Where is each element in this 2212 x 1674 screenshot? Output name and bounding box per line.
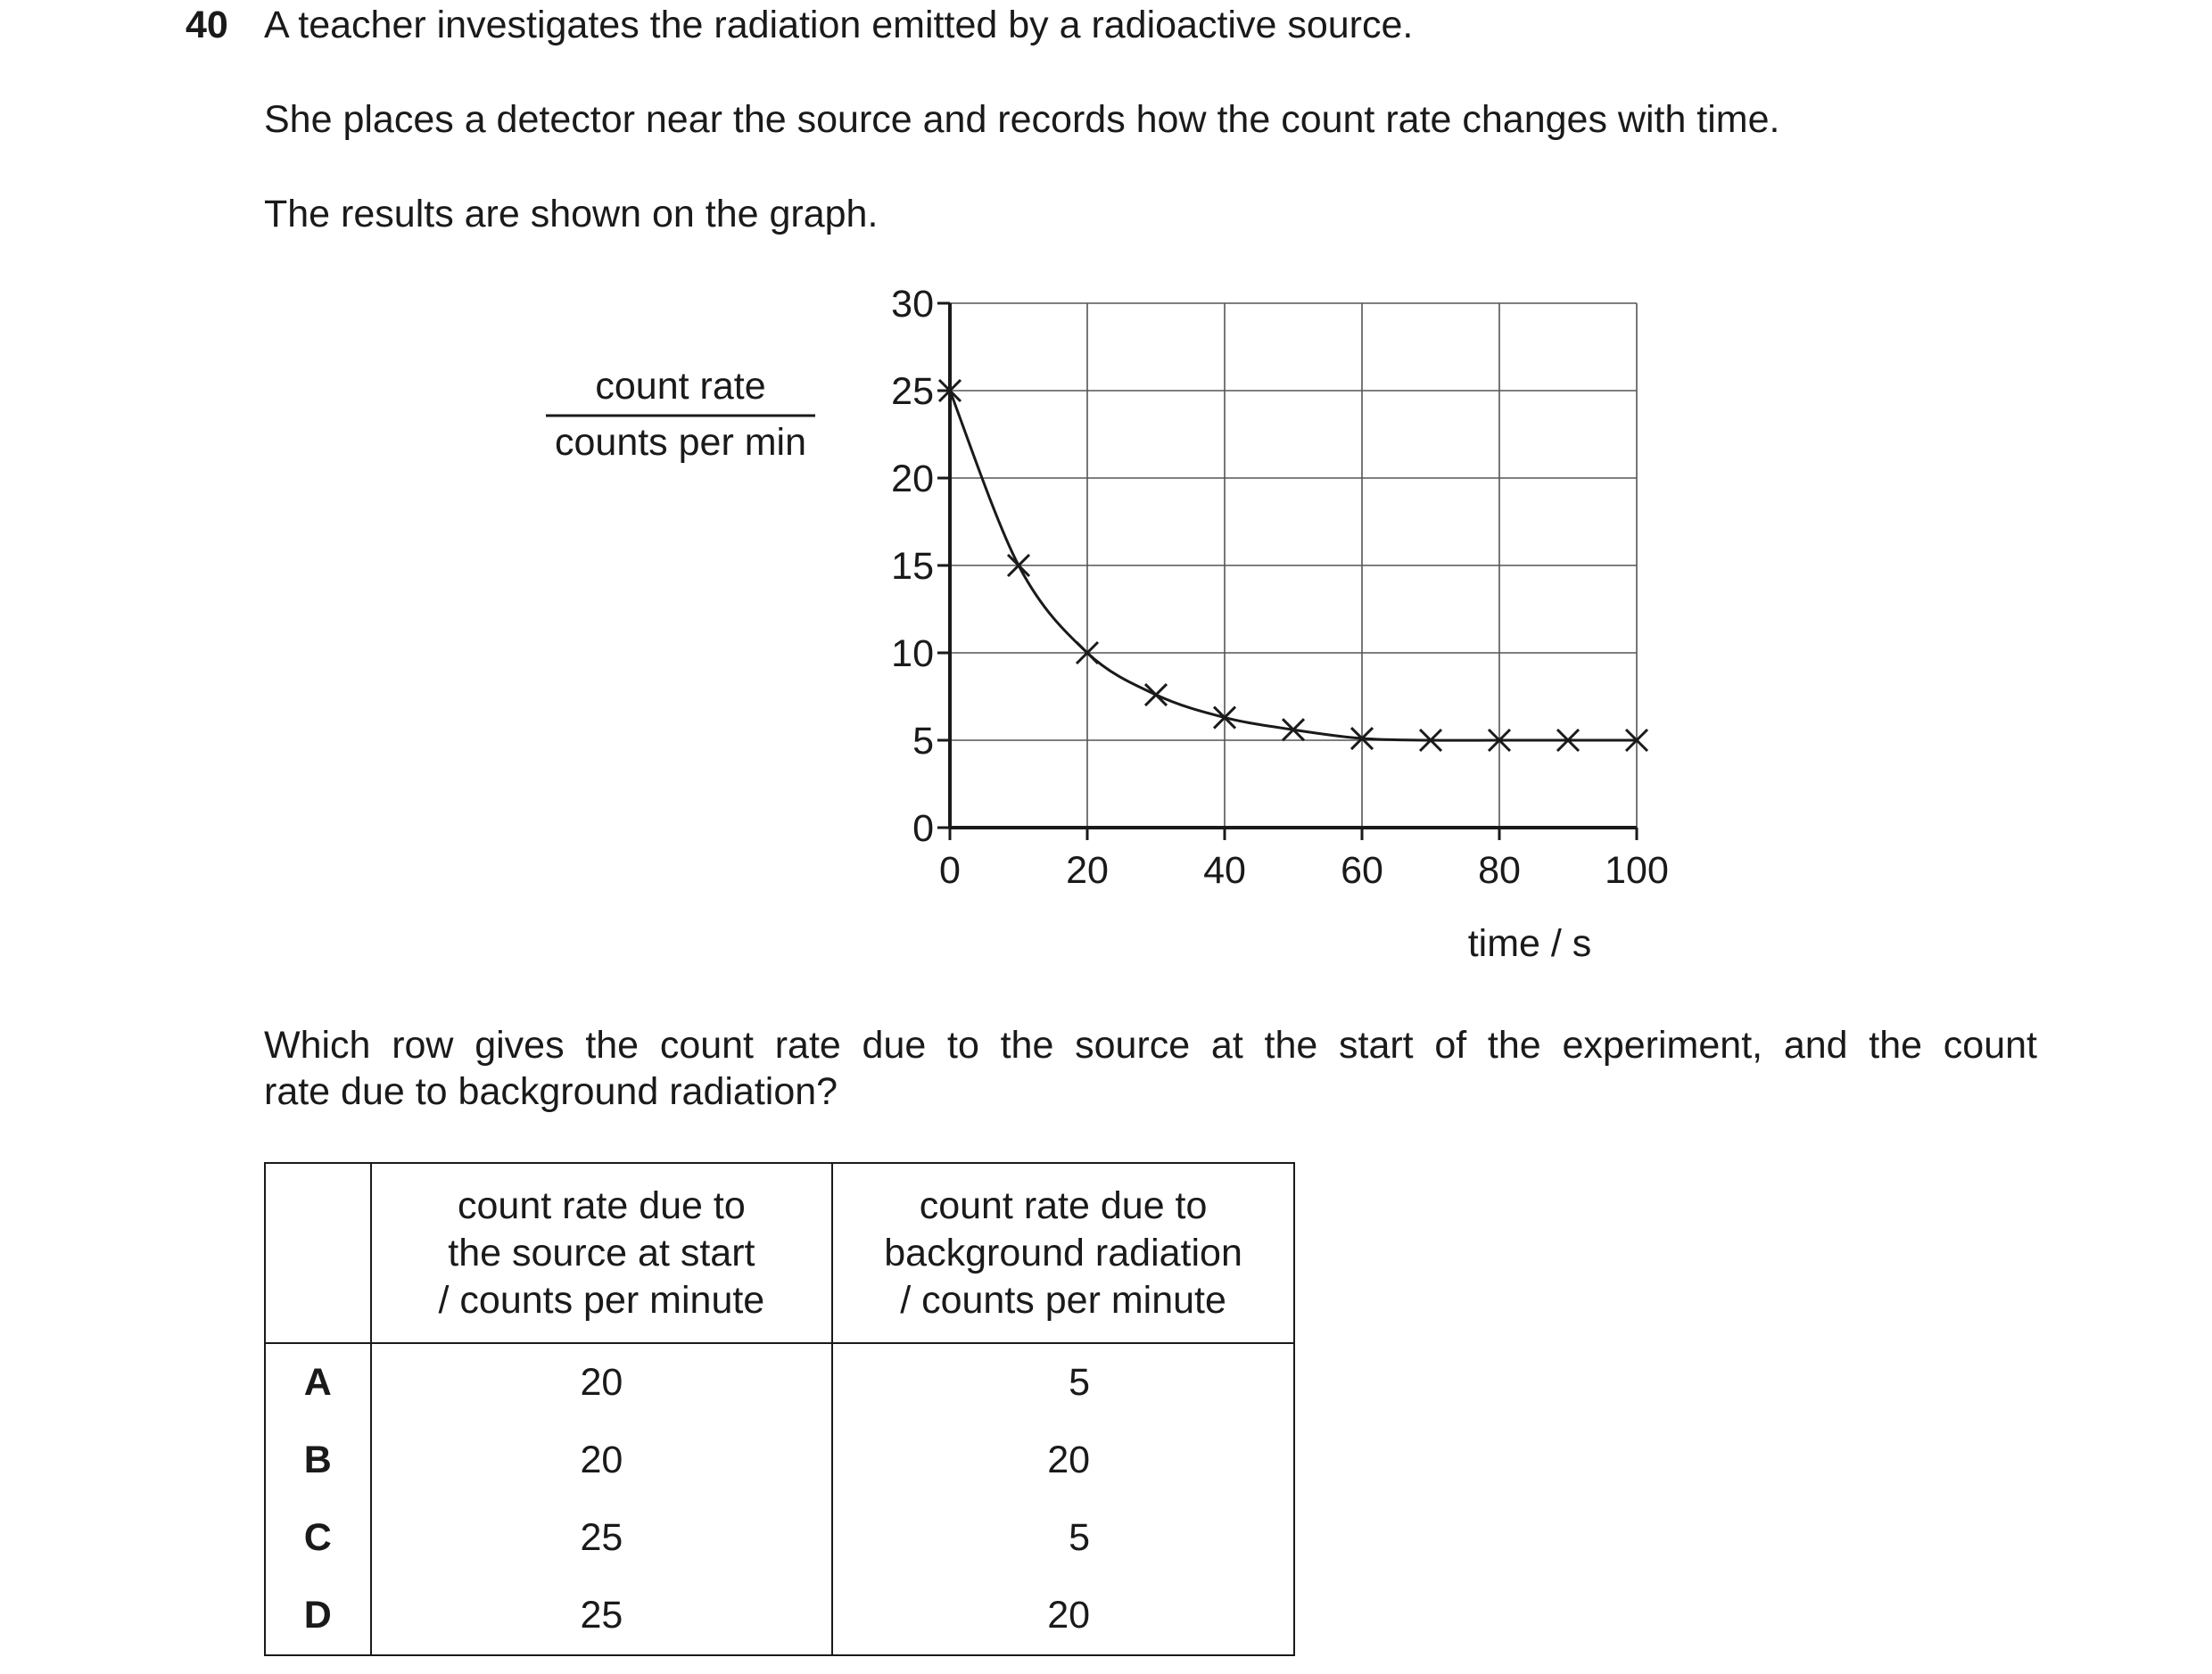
chart-tick-labels — [891, 283, 1669, 892]
y-tick-label: 5 — [912, 720, 934, 763]
x-tick-label: 0 — [939, 849, 961, 892]
x-tick-label: 40 — [1203, 849, 1246, 892]
background-count-rate-cell — [832, 1499, 1294, 1577]
source-count-rate-cell: 20 — [371, 1422, 832, 1499]
background-value: 5 — [1069, 1361, 1091, 1404]
answer-table — [264, 1162, 1295, 1656]
option-label: A — [265, 1343, 371, 1422]
y-tick-label: 30 — [891, 283, 934, 326]
background-count-rate-cell — [832, 1577, 1294, 1655]
background-count-rate-cell — [832, 1343, 1294, 1422]
y-tick-label: 10 — [891, 632, 934, 675]
header-background-line-3: / counts per minute — [900, 1278, 1226, 1322]
source-count-rate-cell: 20 — [371, 1343, 832, 1422]
chart-grid — [950, 303, 1637, 828]
answer-row-a[interactable] — [265, 1343, 1294, 1422]
chart-axes — [937, 303, 1637, 840]
header-source-line-3: / counts per minute — [438, 1278, 765, 1322]
answer-row-c[interactable] — [265, 1499, 1294, 1577]
y-axis-label-unit: counts per min — [554, 421, 807, 464]
answer-row-b[interactable] — [265, 1422, 1294, 1499]
answer-row-d[interactable] — [265, 1577, 1294, 1655]
y-tick-label: 15 — [891, 545, 934, 588]
background-value: 20 — [1047, 1439, 1091, 1481]
question-prompt-line-1: Which row gives the count rate due to the source at the start of the experiment, and the count — [264, 1024, 2037, 1067]
source-count-rate-cell: 25 — [371, 1577, 832, 1655]
data-point-marker — [1145, 684, 1167, 705]
header-background-count-rate — [832, 1163, 1294, 1343]
answer-table-header-row — [265, 1163, 1294, 1343]
option-label: D — [265, 1577, 371, 1655]
background-value: 5 — [1069, 1516, 1091, 1559]
header-source-count-rate — [371, 1163, 832, 1343]
question-results-line: The results are shown on the graph. — [264, 193, 879, 235]
option-label: C — [265, 1499, 371, 1577]
header-source-line-2: the source at start — [448, 1231, 755, 1274]
option-label: B — [265, 1422, 371, 1499]
background-value: 20 — [1047, 1594, 1091, 1637]
question-number: 40 — [186, 4, 228, 46]
x-tick-label: 100 — [1605, 849, 1669, 892]
header-option-column — [265, 1163, 371, 1343]
x-tick-label: 20 — [1066, 849, 1109, 892]
x-tick-label: 60 — [1341, 849, 1383, 892]
question-prompt-line-2: rate due to background radiation? — [264, 1070, 838, 1113]
background-count-rate-cell — [832, 1422, 1294, 1499]
x-tick-label: 80 — [1478, 849, 1521, 892]
source-count-rate-cell: 25 — [371, 1499, 832, 1577]
header-background-line-2: background radiation — [884, 1231, 1242, 1274]
question-intro-line: A teacher investigates the radiation emitted by a radioactive source. — [264, 4, 1414, 46]
y-tick-label: 0 — [912, 807, 934, 850]
y-tick-label: 20 — [891, 458, 934, 500]
x-axis-label: time / s — [1467, 922, 1592, 965]
y-tick-label: 25 — [891, 370, 934, 413]
y-axis-label-quantity: count rate — [595, 365, 766, 408]
question-method-line: She places a detector near the source and records how the count rate changes with time. — [264, 98, 1780, 141]
header-background-line-1: count rate due to — [919, 1183, 1208, 1227]
header-source-line-1: count rate due to — [458, 1183, 746, 1227]
